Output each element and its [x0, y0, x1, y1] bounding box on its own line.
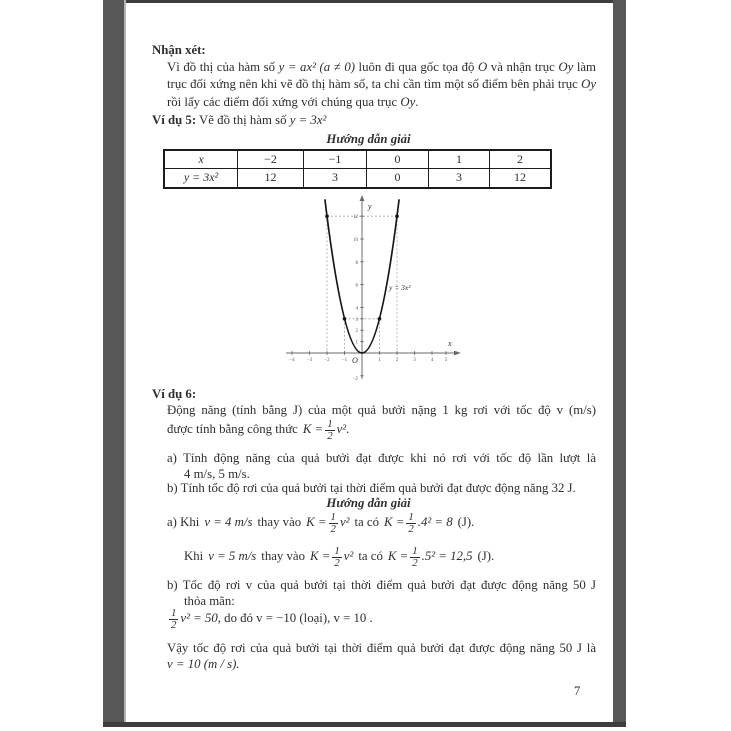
sol-math: v²: [339, 515, 350, 530]
remark-math: Oy: [400, 94, 416, 109]
sol-math: K =: [383, 515, 405, 530]
sol-text: thay vào: [261, 549, 306, 564]
svg-text:2: 2: [355, 329, 358, 335]
svg-text:5: 5: [444, 358, 448, 363]
formula-k: K =: [302, 422, 324, 437]
value-table-wrap: [163, 149, 552, 189]
svg-text:3: 3: [413, 358, 416, 363]
remark-text: và nhận trục: [487, 60, 559, 74]
example5-label: Ví dụ 5:: [152, 113, 197, 127]
table-cell: 2: [490, 150, 552, 169]
table-row-x: [164, 150, 551, 169]
fraction-numerator: 1: [171, 606, 177, 619]
table-cell: 1: [429, 150, 490, 169]
formula-text: được tính bằng công thức: [167, 422, 298, 437]
sol-math: v²: [343, 549, 354, 564]
table-cell: 0: [367, 150, 429, 169]
fraction: [332, 546, 341, 569]
svg-text:10: 10: [353, 238, 358, 243]
sol-math: .5² = 12,5: [421, 549, 473, 564]
sol-math: v² = 50: [180, 611, 218, 626]
y-axis-arrow: [360, 195, 365, 201]
svg-text:4: 4: [355, 306, 358, 312]
fraction-numerator: 1: [412, 544, 418, 557]
remark-text: Vì đồ thị của hàm số: [167, 60, 279, 74]
curve-label: y = 3x²: [389, 283, 411, 292]
page-edge-bottom: [103, 722, 626, 727]
svg-text:−2: −2: [324, 358, 330, 363]
solution-heading-1: Hướng dẫn giải: [326, 132, 411, 146]
sol-text: thay vào: [257, 515, 302, 530]
table-header-y: y = 3x²: [164, 169, 238, 188]
table-cell: −1: [304, 150, 367, 169]
example6-item-b: b) Tính tốc độ rơi của quả bưởi tại thời điểm quả bưởi đạt được động năng 32 J.: [167, 481, 576, 495]
example6-intro-line2: [167, 415, 349, 445]
svg-text:−4: −4: [289, 358, 295, 363]
svg-text:2: 2: [395, 358, 399, 363]
remark-text: luôn đi qua gốc tọa độ: [355, 60, 478, 74]
svg-text:6: 6: [355, 283, 358, 289]
y-axis-label: y: [368, 202, 372, 211]
svg-text:−3: −3: [306, 358, 313, 363]
data-point: [378, 317, 382, 321]
value-table: [163, 149, 552, 189]
sol-text: Khi: [184, 549, 204, 564]
x-axis-label: x: [448, 339, 452, 348]
remark-math: y = ax² (a ≠ 0): [278, 60, 355, 74]
solution-heading-2: Hướng dẫn giải: [326, 496, 411, 510]
example5-title: [152, 112, 326, 129]
sol-math: v = 5 m/s: [208, 549, 257, 564]
svg-text:−1: −1: [341, 358, 348, 363]
solution-a-line2: [184, 542, 494, 572]
remark-math: Oy: [581, 77, 596, 92]
example6-item-a-line1: a) Tính động năng của quả bưởi đạt được khi nó rơi với tốc độ lần lượt là: [167, 451, 596, 465]
parabola-graph: [280, 193, 465, 388]
sol-text: ta có: [354, 515, 379, 530]
sol-text: ta có: [358, 549, 383, 564]
table-cell: 0: [367, 169, 429, 188]
fraction-numerator: 1: [334, 544, 340, 557]
table-cell: 3: [304, 169, 367, 188]
fraction-denominator: 2: [330, 522, 336, 535]
example6-item-a-line2: 4 m/s, 5 m/s.: [184, 467, 250, 481]
fraction-denominator: 2: [171, 618, 177, 631]
remark-text: .: [415, 94, 419, 109]
table-header-x: x: [164, 150, 238, 169]
fraction-denominator: 2: [327, 429, 333, 442]
svg-text:4: 4: [430, 358, 434, 363]
table-cell: 12: [490, 169, 552, 188]
table-row-y: [164, 169, 551, 188]
fraction-denominator: 2: [334, 556, 340, 569]
remark-math: O: [478, 60, 488, 74]
fraction: [325, 419, 334, 442]
sol-math: .4² = 8: [417, 515, 453, 530]
svg-text:1: 1: [355, 340, 358, 346]
fraction: [410, 546, 419, 569]
solution-b-formula: [167, 604, 373, 634]
svg-text:12: 12: [353, 215, 358, 221]
conclusion-line1: Vậy tốc độ rơi của quả bưởi tại thời điểm quả bưởi đạt được động năng 50 J là: [167, 641, 596, 655]
fraction: [329, 512, 338, 535]
data-point: [325, 214, 329, 218]
page-number: 7: [574, 684, 581, 698]
sol-math: v = 4 m/s: [204, 515, 253, 530]
data-point: [343, 317, 347, 321]
solution-b-line1: b) Tốc độ rơi v của quả bưởi tại thời điểm quả bưởi đạt được động năng 50 J: [167, 578, 596, 592]
axes: [286, 200, 454, 379]
page-edge-shadow-right: [613, 0, 626, 727]
remark-text: làm trục đối xứng nên khi vẽ đồ thị hàm số, ta chỉ cần tìm một số điểm bên phải trục: [167, 60, 597, 92]
svg-text:1: 1: [378, 358, 381, 363]
formula-dot: .: [346, 422, 350, 437]
example5-formula: y = 3x²: [289, 113, 327, 127]
remark-math: Oy: [558, 60, 574, 74]
sol-text: (J).: [457, 515, 475, 530]
solution-b-line2: thỏa mãn:: [184, 594, 235, 608]
svg-text:3: 3: [355, 317, 358, 323]
fraction-denominator: 2: [408, 522, 414, 535]
fraction-denominator: 2: [412, 556, 418, 569]
solution-a-line1: [167, 508, 474, 538]
remark-text: rồi lấy các điểm đối xứng với chúng qua trục: [167, 94, 401, 109]
sol-math: K =: [387, 549, 409, 564]
remark-heading: Nhận xét:: [152, 43, 206, 57]
book-spine-shadow-left: [103, 0, 126, 727]
x-tick-labels: [289, 358, 447, 363]
fraction-numerator: 1: [330, 510, 336, 523]
fraction: [169, 608, 178, 631]
data-point: [395, 214, 399, 218]
page-edge-top: [103, 0, 626, 3]
example5-text: Vẽ đồ thị hàm số: [196, 113, 290, 127]
example6-label: Ví dụ 6:: [152, 387, 197, 401]
fraction-numerator: 1: [327, 417, 333, 430]
svg-text:8: 8: [355, 260, 358, 266]
example6-intro-line1: Động năng (tính bằng J) của một quả bưởi nặng 1 kg rơi với tốc độ v (m/s): [167, 403, 596, 417]
conclusion-line2: v = 10 (m / s).: [167, 657, 240, 671]
fraction: [406, 512, 415, 535]
table-cell: 3: [429, 169, 490, 188]
svg-text:−2: −2: [352, 377, 358, 382]
sol-text: , do đó v = −10 (loại), v = 10 .: [217, 611, 373, 626]
origin-label: O: [352, 356, 358, 365]
sol-math: K =: [310, 549, 331, 564]
sol-text: (J).: [477, 549, 495, 564]
remark-paragraph: [167, 59, 596, 111]
parabola-graph-svg: [280, 193, 465, 383]
sol-math: K =: [306, 515, 327, 530]
formula-vsq: v²: [336, 422, 347, 437]
sol-text: a) Khi: [167, 515, 200, 530]
x-axis-arrow: [454, 351, 461, 356]
table-cell: 12: [238, 169, 304, 188]
fraction-numerator: 1: [408, 510, 414, 523]
table-cell: −2: [238, 150, 304, 169]
